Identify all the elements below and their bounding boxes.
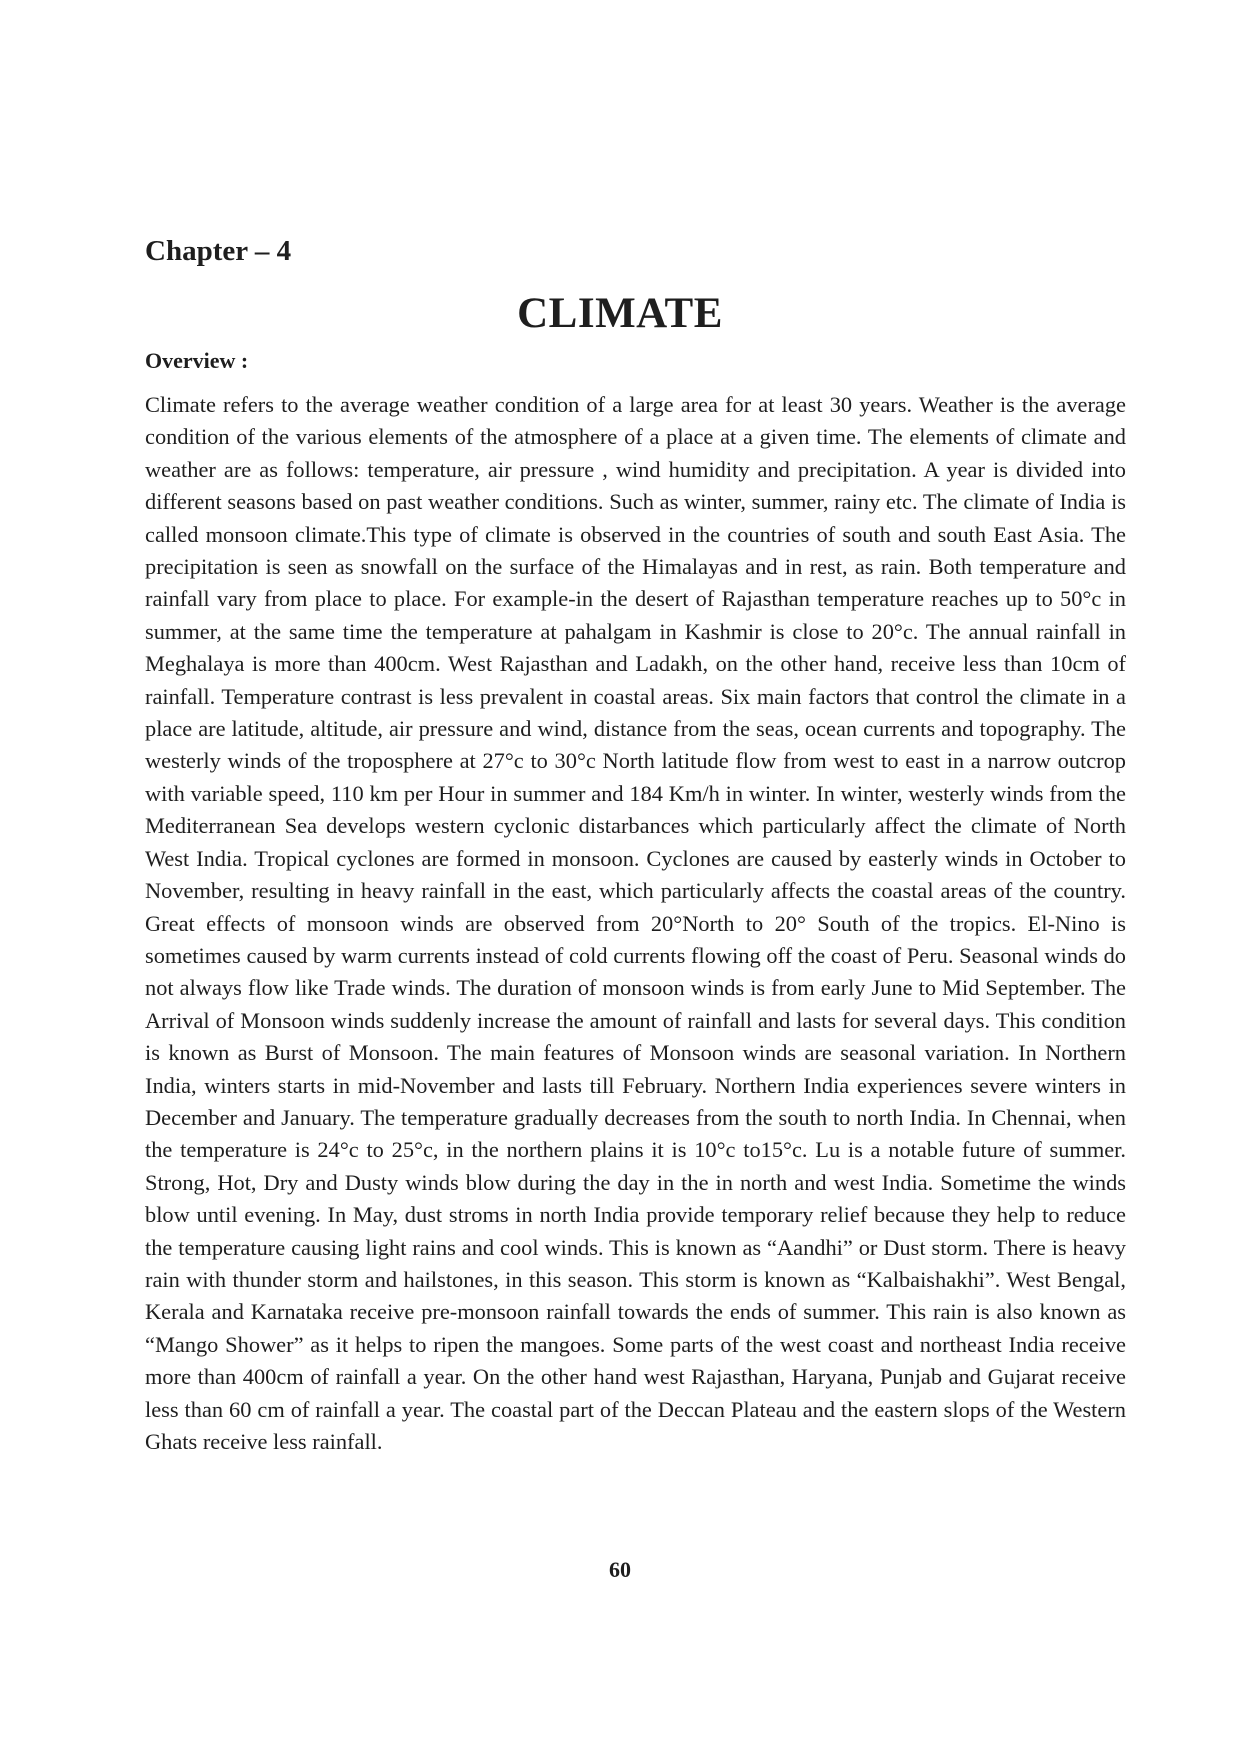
overview-heading: Overview :	[145, 348, 249, 373]
overview-paragraph: Climate refers to the average weather condition of a large area for at least 30 years. Weather is the average condition of the various elements of the atmosphere of a place at a given time. The elements of climate and weather are as follows: temperature, air pressure , wind humidity and precipitation. A year is divided into different seasons based on past weather conditions. Such as winter, summer, rainy etc. The climate of India is called monsoon climate.This type of climate is observed in the countries of south and south East Asia. The precipitation is seen as snowfall on the surface of the Himalayas and in rest, as rain. Both temperature and rainfall vary from place to place. For example-in the desert of Rajasthan temperature reaches up to 50°c in summer, at the same time the temperature at pahalgam in Kashmir is close to 20°c. The annual rainfall in Meghalaya is more than 400cm. West Rajasthan and Ladakh, on the other hand, receive less than 10cm of rainfall. Temperature contrast is less prevalent in coastal areas. Six main factors that control the climate in a place are latitude, altitude, air pressure and wind, distance from the seas, ocean currents and topography. The westerly winds of the troposphere at 27°c to 30°c North latitude flow from west to east in a narrow outcrop with variable speed, 110 km per Hour in summer and 184 Km/h in winter. In winter, westerly winds from the Mediterranean Sea develops western cyclonic distarbances which particularly affect the climate of North West India. Tropical cyclones are formed in monsoon. Cyclones are caused by easterly winds in October to November, resulting in heavy rainfall in the east, which particularly affects the coastal areas of the country. Great effects of monsoon winds are observed from 20°North to 20° South of the tropics. El-Nino is sometimes caused by warm currents instead of cold currents flowing off the coast of Peru. Seasonal winds do not always flow like Trade winds. The duration of monsoon winds is from early June to Mid September. The Arrival of Monsoon winds suddenly increase the amount of rainfall and lasts for several days. This condition is known as Burst of Monsoon. The main features of Monsoon winds are seasonal variation. In Northern India, winters starts in mid-November and lasts till February. Northern India experiences severe winters in December and January. The temperature gradually decreases from the south to north India. In Chennai, when the temperature is 24°c to 25°c, in the northern plains it is 10°c to15°c. Lu is a notable future of summer. Strong, Hot, Dry and Dusty winds blow during the day in the in north and west India. Sometime the winds blow until evening. In May, dust stroms in north India provide temporary relief because they help to reduce the temperature causing light rains and cool winds. This is known as “Aandhi” or Dust storm. There is heavy rain with thunder storm and hailstones, in this season. This storm is known as “Kalbaishakhi”. West Bengal, Kerala and Karnataka receive pre-monsoon rainfall towards the ends of summer. This rain is also known as “Mango Shower” as it helps to ripen the mangoes. Some parts of the west coast and northeast India receive more than 400cm of rainfall a year. On the other hand west Rajasthan, Haryana, Punjab and Gujarat receive less than 60 cm of rainfall a year. The coastal part of the Deccan Plateau and the eastern slops of the Western Ghats receive less rainfall.	[145, 392, 1126, 1454]
page-number: 60	[609, 1557, 631, 1582]
chapter-label: Chapter – 4	[145, 235, 292, 267]
chapter-title: CLIMATE	[517, 290, 723, 337]
